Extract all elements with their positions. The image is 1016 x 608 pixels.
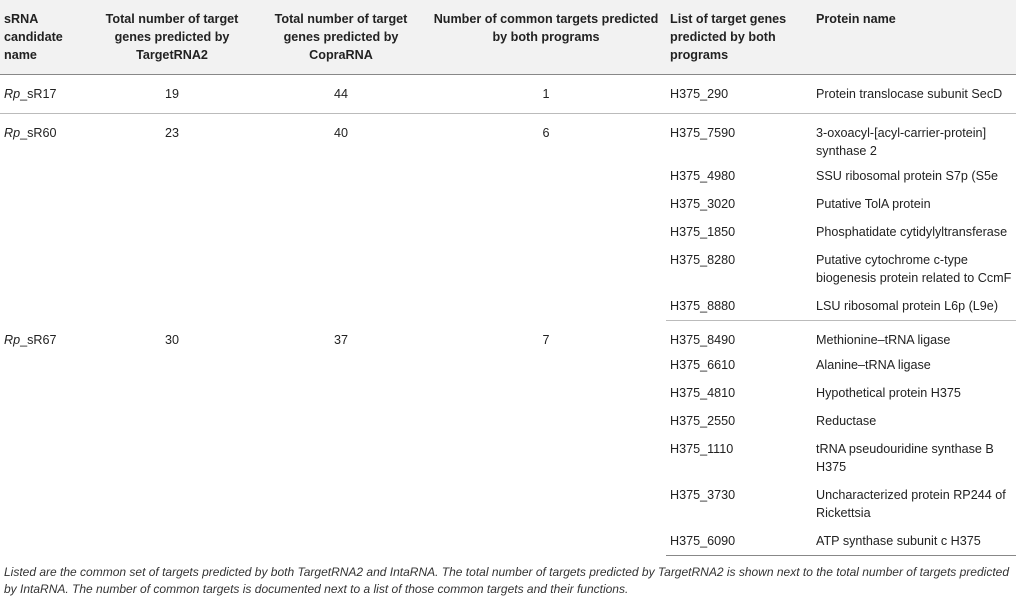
common-count: 7 — [542, 332, 550, 347]
target-gene: H375_2550 — [670, 414, 736, 428]
target-gene: H375_1110 — [670, 442, 734, 456]
target-gene: H375_8490 — [670, 333, 736, 347]
col-header-srna: sRNA candidate name — [0, 0, 88, 75]
protein-name: ATP synthase subunit c H375 — [812, 527, 1016, 556]
protein-name: Phosphatidate cytidylyltransferase — [816, 225, 1008, 239]
targetrna2-count: 19 — [88, 75, 256, 114]
common-count: 1 — [426, 75, 666, 114]
target-gene: H375_8280 — [670, 253, 736, 267]
target-gene: H375_8880 — [666, 292, 812, 321]
protein-name: Putative cytochrome c-type biogenesis protein related to CcmF — [816, 253, 1012, 285]
col-header-target-genes: List of target genes predicted by both programs — [666, 0, 812, 75]
srna-name-cell — [0, 321, 88, 556]
protein-name: Methionine–tRNA ligase — [816, 333, 951, 347]
table-row — [0, 321, 1016, 352]
col-header-coprarna: Total number of target genes predicted by CopraRNA — [256, 0, 426, 75]
srna-species-prefix: Rp — [4, 126, 21, 140]
table-footnote: Listed are the common set of targets predicted by both TargetRNA2 and IntaRNA. The total number of targets predicted by TargetRNA2 is shown next to the total number of targets predicted by IntaRNA. The number of common targets is documented next to a list of those common targets and their functions. — [4, 565, 1009, 596]
srna-id: _sR60 — [20, 126, 57, 140]
target-gene: H375_1850 — [670, 225, 736, 239]
protein-name: Reductase — [816, 414, 877, 428]
coprarna-count: 40 — [333, 126, 348, 140]
target-gene: H375_7590 — [670, 126, 736, 140]
targetrna2-count: 30 — [164, 332, 179, 347]
protein-name: 3-oxoacyl-[acyl-carrier-protein] synthase 2 — [816, 126, 987, 158]
srna-name-cell — [0, 114, 88, 321]
targetrna2-count: 23 — [164, 126, 179, 140]
table-body — [0, 75, 1016, 556]
table-row — [0, 114, 1016, 163]
target-gene: H375_4980 — [670, 169, 736, 183]
protein-name: Putative TolA protein — [816, 197, 931, 211]
target-gene: H375_3730 — [670, 488, 736, 502]
coprarna-count: 37 — [333, 332, 348, 347]
protein-name: SSU ribosomal protein S7p (S5e — [816, 169, 999, 183]
protein-name: Hypothetical protein H375 — [816, 386, 961, 400]
srna-name-cell — [0, 75, 88, 114]
common-count: 6 — [542, 126, 550, 140]
col-header-protein: Protein name — [812, 0, 1016, 75]
col-header-common: Number of common targets predicted by both programs — [426, 0, 666, 75]
srna-species-prefix: Rp — [4, 332, 21, 347]
srna-species-prefix: Rp — [4, 87, 21, 101]
col-header-targetrna2: Total number of target genes predicted by TargetRNA2 — [88, 0, 256, 75]
protein-name: LSU ribosomal protein L6p (L9e) — [812, 292, 1016, 321]
target-gene: H375_3020 — [670, 197, 736, 211]
table-header — [0, 0, 1016, 75]
target-gene: H375_6610 — [670, 358, 736, 372]
protein-name: tRNA pseudouridine synthase B H375 — [816, 442, 994, 474]
table-row — [0, 75, 1016, 114]
target-gene: H375_4810 — [670, 386, 736, 400]
target-gene: H375_6090 — [666, 527, 812, 556]
protein-name: Alanine–tRNA ligase — [816, 358, 931, 372]
target-gene: H375_290 — [666, 75, 812, 114]
srna-id: _sR17 — [20, 87, 57, 101]
protein-name: Protein translocase subunit SecD — [812, 75, 1016, 114]
coprarna-count: 44 — [256, 75, 426, 114]
protein-name: Uncharacterized protein RP244 of Rickettsia — [816, 488, 1006, 520]
srna-id: _sR67 — [20, 332, 57, 347]
